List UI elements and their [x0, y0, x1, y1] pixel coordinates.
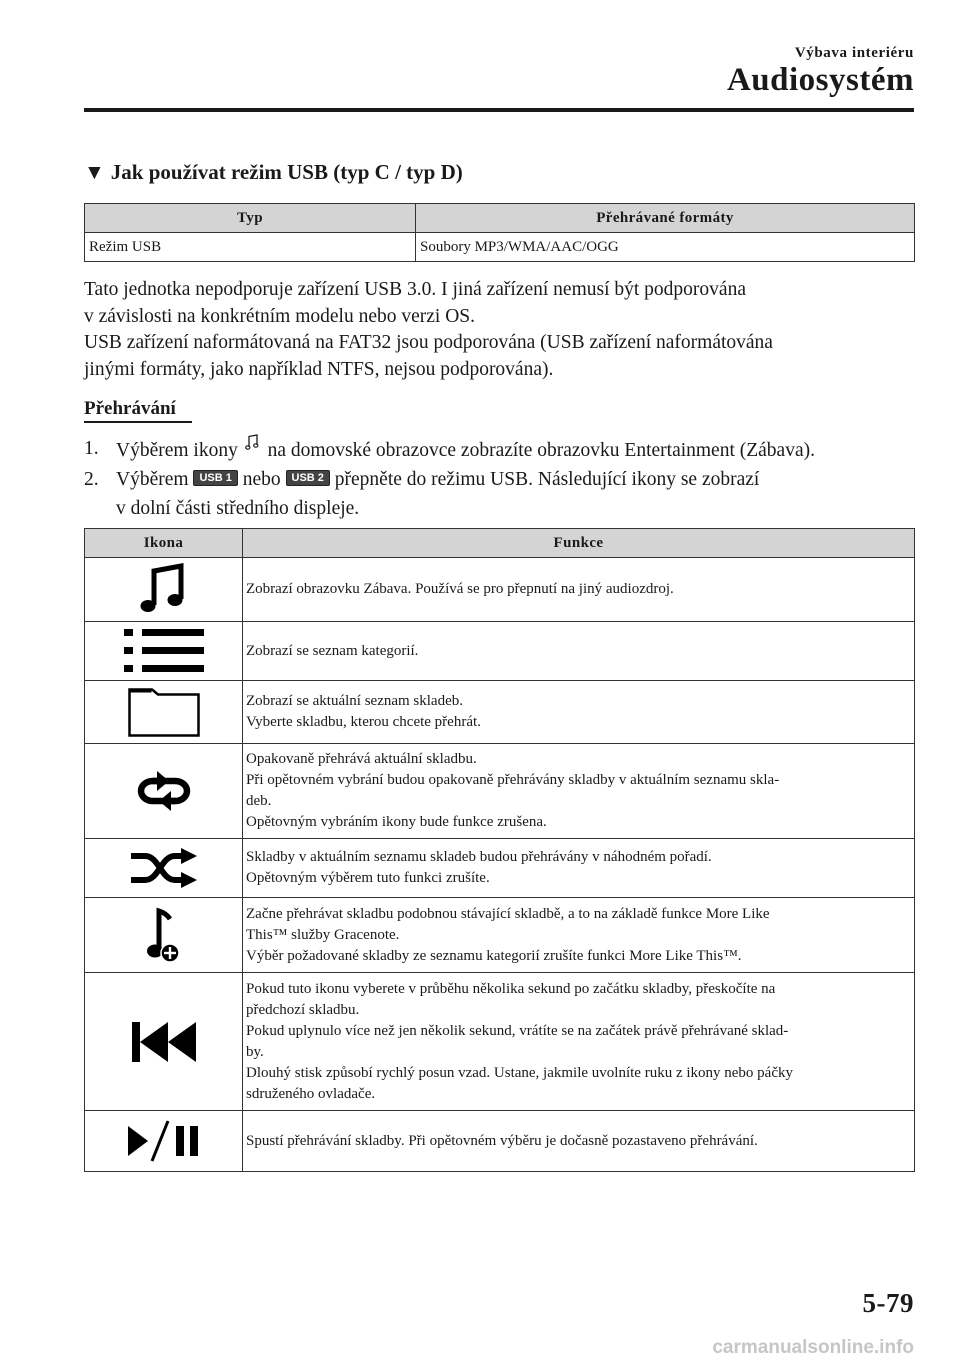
step-text: přepněte do režimu USB. Následující ikony se zobrazí	[334, 469, 760, 490]
shuffle-icon	[129, 848, 199, 888]
function-line: Výběr požadované skladby ze seznamu kategorií zrušíte funkci More Like This™.	[246, 947, 742, 964]
table-row	[85, 622, 915, 681]
function-line: Pokud tuto ikonu vyberete v průběhu několika sekund po začátku skladby, přeskočíte na	[246, 980, 776, 997]
formats-table	[84, 203, 915, 262]
cell-mode: Režim USB	[85, 233, 416, 262]
header-cell-type: Typ	[85, 204, 416, 233]
function-cell	[243, 558, 915, 622]
table-row	[85, 233, 915, 262]
icon-cell	[85, 744, 243, 839]
more-like-this-icon	[146, 907, 182, 963]
steps-list	[84, 434, 914, 523]
paragraph-line: USB zařízení naformátovaná na FAT32 jsou podporována (USB zařízení naformátována	[84, 332, 773, 353]
table-row	[85, 898, 915, 973]
icon-cell	[85, 973, 243, 1111]
cell-formats: Soubory MP3/WMA/AAC/OGG	[416, 233, 915, 262]
icon-cell	[85, 558, 243, 622]
function-line: Skladby v aktuálním seznamu skladeb budou přehrávány v náhodném pořadí.	[246, 849, 712, 865]
usb1-badge: USB 1	[193, 470, 237, 486]
table-row	[85, 839, 915, 898]
header-rule	[84, 108, 914, 112]
icon-cell	[85, 1111, 243, 1172]
function-line: deb.	[246, 793, 272, 809]
header-cell-function: Funkce	[243, 529, 915, 558]
icon-cell	[85, 839, 243, 898]
function-cell	[243, 744, 915, 839]
function-line: Dlouhý stisk způsobí rychlý posun vzad. Ustane, jakmile uvolníte ruku z ikony nebo páčky	[246, 1064, 793, 1081]
function-cell	[243, 973, 915, 1111]
watermark: carmanualsonline.info	[712, 1337, 914, 1358]
function-cell	[243, 898, 915, 973]
function-line: Vyberte skladbu, kterou chcete přehrát.	[246, 714, 481, 730]
function-cell	[243, 622, 915, 681]
step-number: 1.	[84, 438, 99, 459]
paragraph-line: jinými formáty, jako například NTFS, nejsou podporována).	[84, 358, 554, 380]
function-line: Při opětovném vybrání budou opakovaně přehrávány skladby v aktuálním seznamu skla-	[246, 772, 780, 788]
step-2	[84, 465, 914, 523]
step-text: Výběrem	[116, 469, 189, 490]
table-row	[85, 1111, 915, 1172]
paragraph-line: v závislosti na konkrétním modelu nebo verzi OS.	[84, 305, 476, 327]
function-line: Zobrazí se seznam kategorií.	[246, 642, 419, 659]
section-title	[84, 160, 463, 185]
function-line: Opakovaně přehrává aktuální skladbu.	[246, 751, 477, 767]
icon-cell	[85, 681, 243, 744]
icon-cell	[85, 898, 243, 973]
header-cell-icon: Ikona	[85, 529, 243, 558]
step-text: v dolní části středního displeje.	[116, 498, 360, 519]
icon-cell	[85, 622, 243, 681]
function-cell	[243, 839, 915, 898]
function-line: sdruženého ovladače.	[246, 1085, 376, 1102]
step-text: nebo	[242, 469, 281, 490]
function-line: Opětovným vybráním ikony bude funkce zrušena.	[246, 814, 547, 830]
function-line: Spustí přehrávání skladby. Při opětovném výběru je dočasně pozastaveno přehrávání.	[246, 1132, 758, 1149]
table-row	[85, 973, 915, 1111]
function-line: This™ služby Gracenote.	[246, 926, 400, 943]
table-row	[85, 744, 915, 839]
step-1	[84, 434, 914, 465]
subheading-underline	[84, 421, 192, 423]
page-number: 5-79	[862, 1288, 914, 1318]
table-row	[85, 681, 915, 744]
entertainment-music-icon	[245, 434, 259, 452]
function-line: Opětovným výběrem tuto funkci zrušíte.	[246, 870, 490, 886]
function-line: Zobrazí obrazovku Zábava. Používá se pro přepnutí na jiný audiozdroj.	[246, 581, 674, 597]
function-line: by.	[246, 1043, 264, 1060]
usb2-badge: USB 2	[286, 470, 330, 486]
folder-icon	[128, 687, 200, 737]
play-pause-icon	[128, 1120, 200, 1162]
table-row	[85, 558, 915, 622]
paragraph-line: Tato jednotka nepodporuje zařízení USB 3.0. I jiná zařízení nemusí být podporována	[84, 279, 746, 300]
function-cell	[243, 681, 915, 744]
step-number: 2.	[84, 469, 99, 490]
table-header-row	[85, 529, 915, 558]
list-icon	[124, 627, 204, 675]
music-note-icon	[139, 563, 189, 617]
icons-table	[84, 528, 915, 1172]
usb-support-paragraph	[84, 277, 914, 383]
repeat-icon	[131, 771, 197, 811]
function-line: Zobrazí se aktuální seznam skladeb.	[246, 693, 464, 709]
step-text: na domovské obrazovce zobrazíte obrazovku Entertainment (Zábava).	[267, 440, 815, 461]
function-line: Začne přehrávat skladbu podobnou stávající skladbě, a to na základě funkce More Like	[246, 905, 770, 922]
function-cell	[243, 1111, 915, 1172]
header-cell-formats: Přehrávané formáty	[416, 204, 915, 233]
section-title-text: Jak používat režim USB (typ C / typ D)	[110, 160, 463, 184]
chapter-title: Audiosystém	[726, 62, 914, 98]
table-header-row	[85, 204, 915, 233]
previous-track-icon	[132, 1022, 196, 1062]
chapter-subtitle: Výbava interiéru	[794, 45, 914, 61]
playback-subheading: Přehrávání	[84, 398, 176, 419]
function-line: Pokud uplynulo více než jen několik sekund, vrátíte se na začátek právě přehrávané sklad-	[246, 1022, 789, 1039]
step-text: Výběrem ikony	[116, 440, 238, 461]
triangle-bullet-icon: ▼	[84, 160, 105, 184]
function-line: předchozí skladbu.	[246, 1001, 360, 1018]
